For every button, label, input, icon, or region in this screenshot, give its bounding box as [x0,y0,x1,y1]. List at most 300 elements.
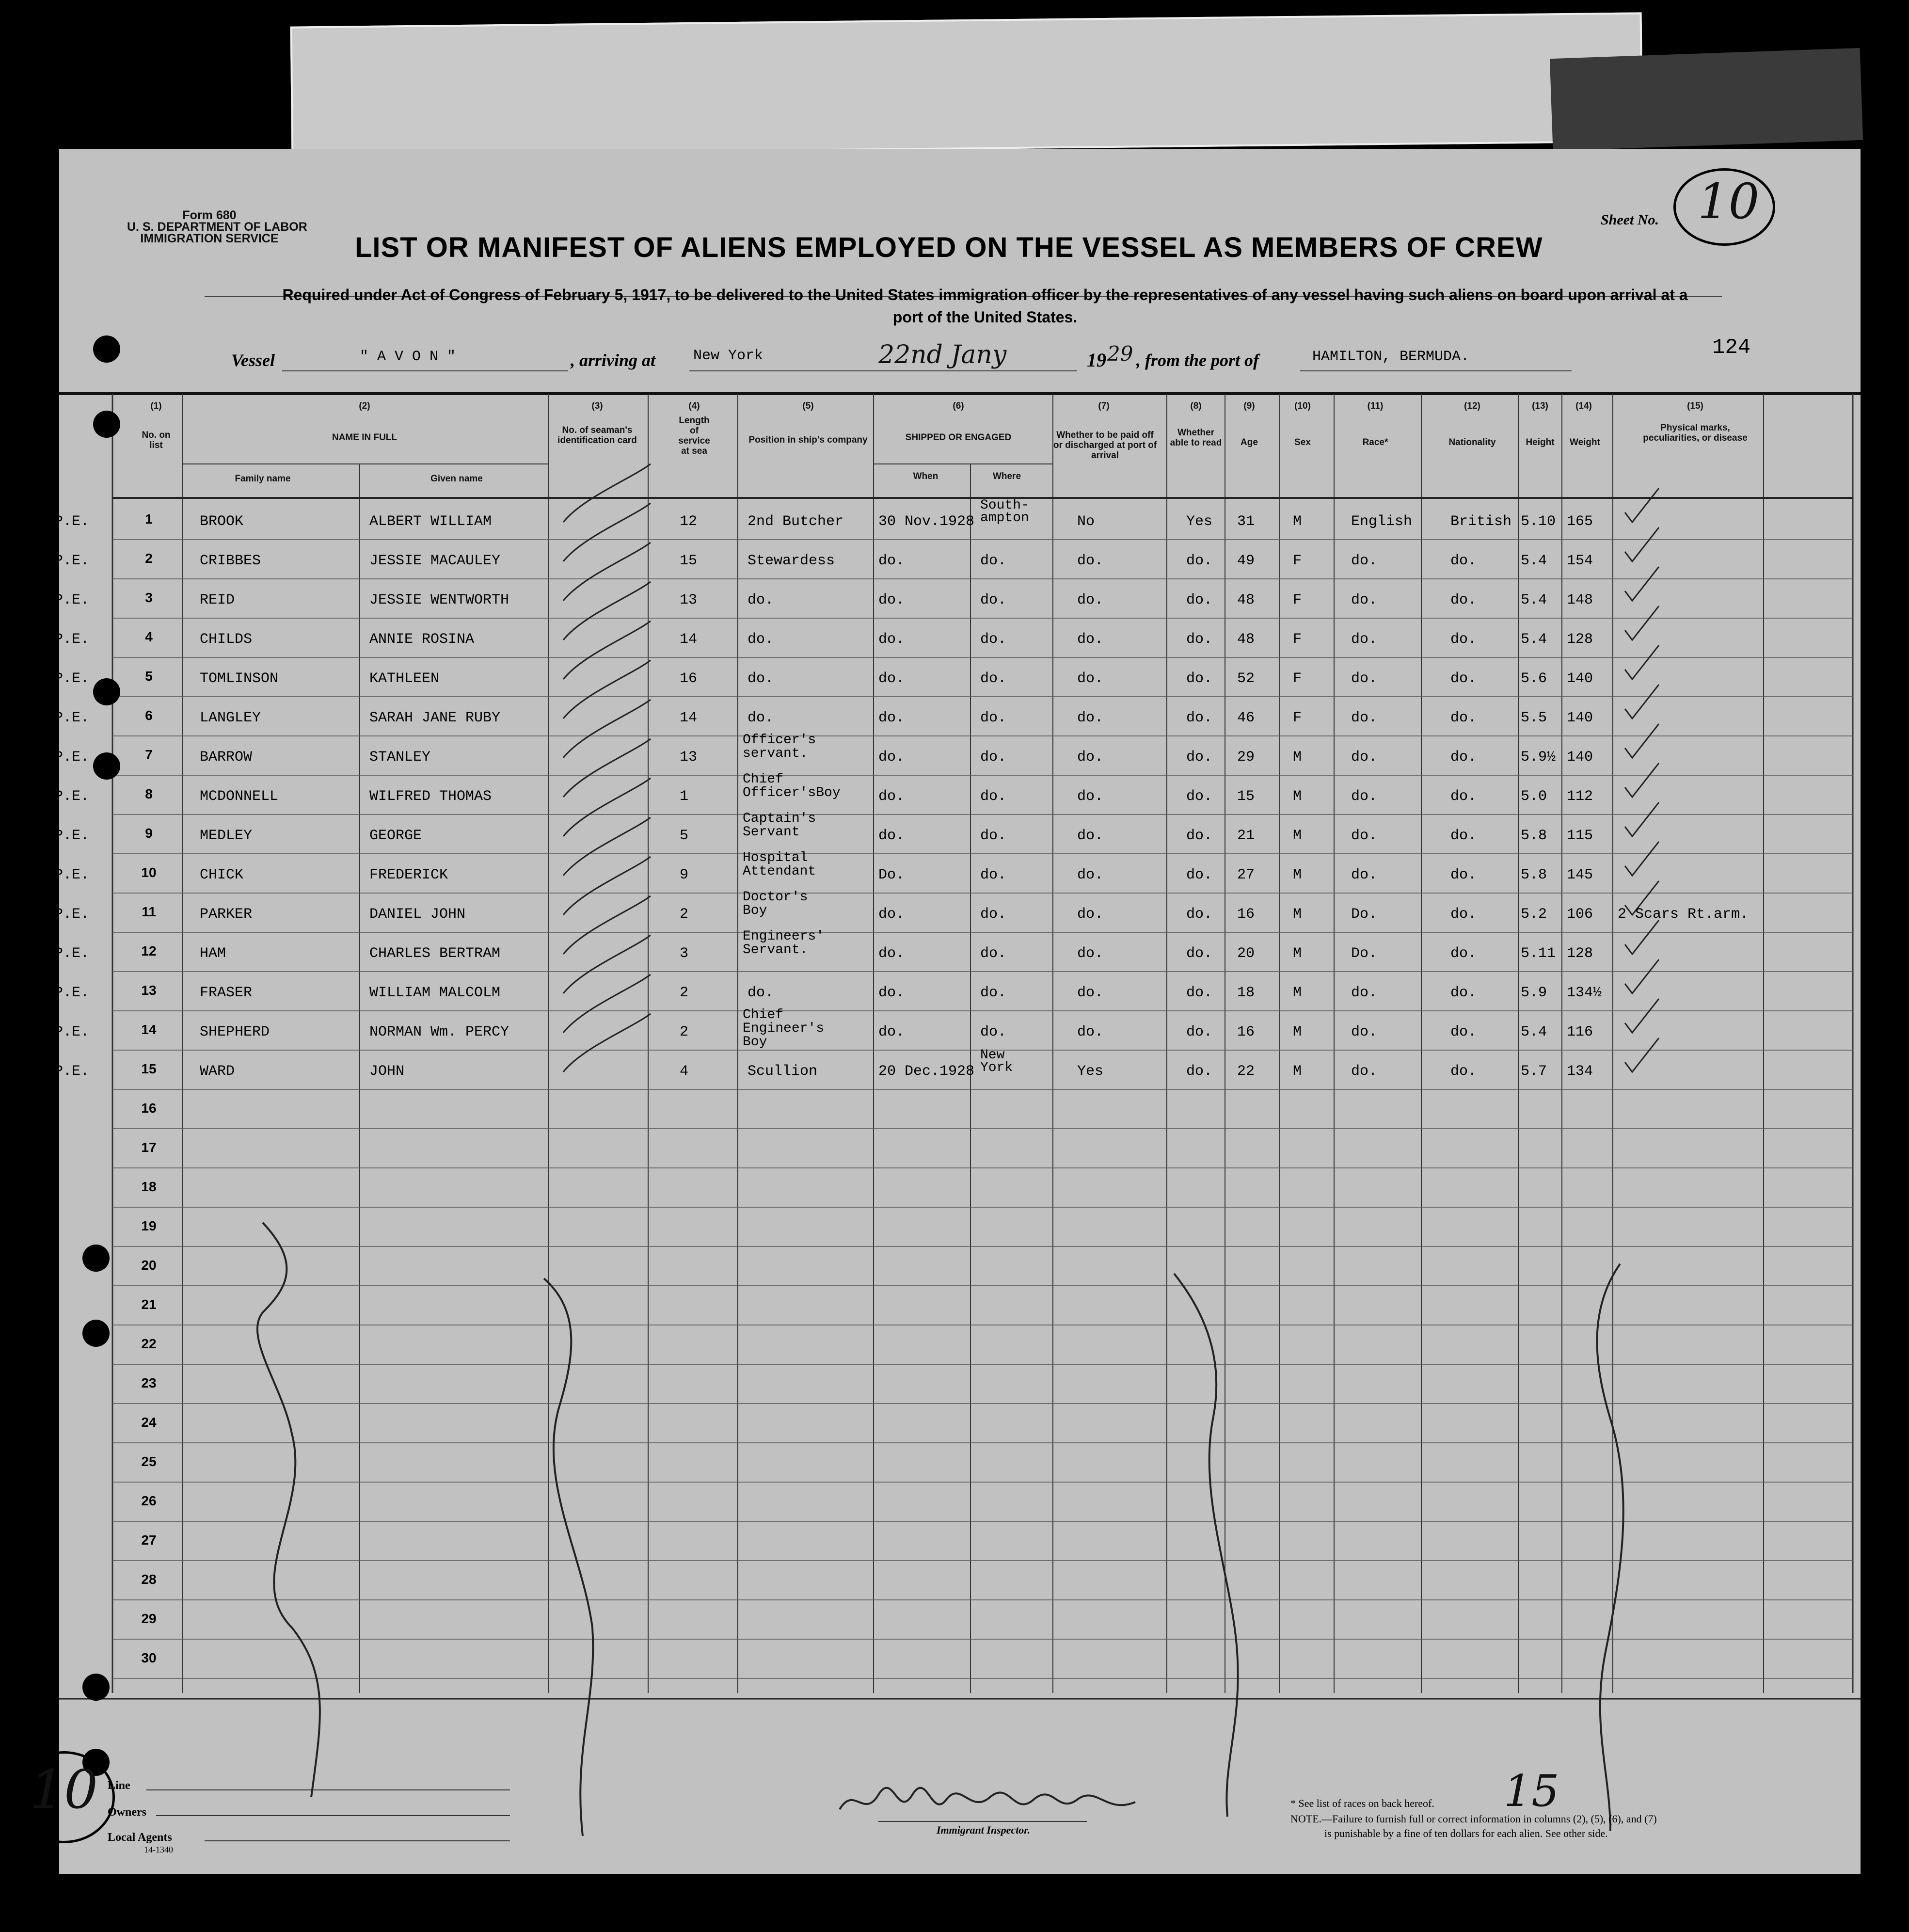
row-tag: P.E. [54,749,90,766]
weight: 134½ [1567,985,1602,1001]
shipped-when: do. [878,828,905,844]
signature-scribble [835,1775,1145,1824]
able-to-read: Yes [1186,513,1213,530]
check-mark-col15 [1625,802,1659,836]
row-number: 11 [142,904,156,919]
row-tag: P.E. [54,1063,90,1080]
paid-off: do. [1077,1024,1104,1040]
given-name: NORMAN Wm. PERCY [369,1024,509,1040]
able-to-read: do. [1186,945,1213,962]
family-name: CHILDS [200,631,253,648]
row-tag: P.E. [54,671,90,687]
squiggle-marks-col [1597,1264,1623,1831]
row-number: 12 [141,943,157,958]
given-name: GEORGE [369,828,422,844]
sheet-label: Sheet No. [1601,212,1659,228]
service-length: 14 [680,631,698,648]
sex: M [1293,513,1302,530]
shipped-when: do. [878,788,905,805]
hand-number-15: 15 [1504,1766,1559,1817]
row-tag: P.E. [54,553,90,569]
paid-off: No [1077,513,1095,530]
punch-hole [93,335,120,363]
shipped-when: do. [878,592,905,608]
given-name: JOHN [369,1063,405,1080]
family-name: BARROW [200,749,253,766]
squiggle-id-col [544,1278,593,1836]
row-number: 19 [141,1218,157,1233]
service-length: 5 [680,828,689,844]
col2-header: NAME IN FULL [332,432,398,443]
position-line-2: Servant [743,825,800,840]
row-number: 14 [141,1022,157,1037]
height: 5.4 [1521,553,1547,569]
shipped-where-line-2: York [980,1060,1013,1075]
family-name: MEDLEY [200,828,253,844]
shipped-where: South- [980,498,1029,513]
position: Engineers' [743,929,825,944]
race: do. [1351,985,1378,1001]
row-number: 29 [141,1611,157,1626]
punch-hole [93,678,120,705]
paid-off: do. [1077,631,1104,648]
height: 5.2 [1521,906,1547,923]
position: Hospital [743,850,808,865]
position-line-2: Attendant [743,864,816,879]
height: 5.5 [1521,710,1547,726]
given-name: CHARLES BERTRAM [369,945,501,962]
nationality: British [1450,513,1512,530]
age: 48 [1237,631,1255,648]
service-length: 2 [680,906,689,923]
service-length: 9 [680,867,689,883]
check-mark-col15 [1625,567,1659,601]
race: do. [1351,671,1378,687]
shipped-when: do. [878,631,905,648]
row-number: 27 [141,1533,157,1548]
check-mark-col15 [1625,763,1659,797]
weight: 140 [1567,749,1593,766]
age: 18 [1237,985,1255,1001]
squiggle-name-col [257,1223,320,1797]
race: Do. [1351,906,1378,923]
check-mark-col15 [1625,645,1659,679]
manifest-page [30,149,1861,1874]
sex: M [1293,749,1302,766]
sheet-number-circle [1673,168,1775,246]
age: 49 [1237,553,1255,569]
age: 22 [1237,1063,1255,1080]
nationality: do. [1450,788,1477,805]
height: 5.9½ [1521,749,1556,766]
shipped-when: do. [878,553,905,569]
vessel-name: " A V O N " [360,349,456,365]
able-to-read: do. [1186,906,1213,923]
given-name: STANLEY [369,749,431,766]
row-tag: P.E. [54,985,90,1001]
shipped-when: do. [878,749,905,766]
year-suffix: 29 [1107,342,1133,366]
col10-number: (10) [1294,401,1311,411]
check-mark-col3 [563,700,651,758]
able-to-read: do. [1186,710,1213,726]
from-port: HAMILTON, BERMUDA. [1312,349,1470,365]
given-name: ANNIE ROSINA [369,631,475,648]
height: 5.8 [1521,867,1547,883]
col1-header: No. on list [142,430,171,450]
age: 21 [1237,828,1255,844]
year-prefix: 19 [1087,349,1106,371]
able-to-read: do. [1186,828,1213,844]
able-to-read: do. [1186,1063,1213,1080]
row-number: 24 [141,1415,157,1430]
given-name: ALBERT WILLIAM [369,513,492,530]
weight: 106 [1567,906,1593,923]
family-name: PARKER [200,906,253,923]
check-mark-col3 [563,582,651,640]
weight: 128 [1567,631,1593,648]
punch-hole [93,411,120,438]
col7-number: (7) [1098,401,1110,411]
race: do. [1351,592,1378,608]
sex: M [1293,788,1302,805]
col5-number: (5) [802,401,814,411]
shipped-where: do. [980,592,1007,608]
col13-number: (13) [1532,401,1548,411]
height: 5.6 [1521,671,1547,687]
check-mark-col3 [563,778,651,836]
physical-marks: 2 Scars Rt.arm. [1618,906,1749,923]
nationality: do. [1450,553,1477,569]
check-mark-col3 [563,543,651,601]
service-length: 2 [680,985,689,1001]
col15-number: (15) [1687,401,1703,411]
weight: 145 [1567,867,1593,883]
sex: M [1293,867,1302,883]
row-number: 7 [145,747,153,762]
subtitle-line-1: Required under Act of Congress of February 5, 1917, to be delivered to the United States immigration officer by the representatives of any vessel having such aliens on board upon arrival at a [282,286,1688,303]
paid-off: do. [1077,867,1104,883]
check-mark-col15 [1625,1038,1659,1072]
nationality: do. [1450,985,1477,1001]
inspector-label: Immigrant Inspector. [937,1824,1031,1836]
height: 5.7 [1521,1063,1547,1080]
position: Chief [743,1007,784,1022]
check-mark-col3 [563,1014,651,1072]
punch-hole [82,1320,110,1347]
family-name: MCDONNELL [200,788,279,805]
nationality: do. [1450,592,1477,608]
check-mark-col3 [563,817,651,876]
arrival-date: 22nd Jany [878,340,1007,369]
family-name: SHEPHERD [200,1024,270,1040]
service-length: 1 [680,788,689,805]
shipped-where-line-2: ampton [980,511,1029,526]
sheet-number: 10 [1698,173,1760,230]
col1-number: (1) [150,401,162,411]
position: Scullion [748,1063,818,1080]
weight: 116 [1567,1024,1593,1040]
check-mark-col3 [563,660,651,719]
position: Doctor's [743,890,808,905]
row-tag: P.E. [54,906,90,923]
weight: 148 [1567,592,1593,608]
corner-number-circle [13,1751,115,1843]
row-number: 21 [141,1297,157,1312]
position: 2nd Butcher [748,513,844,530]
paid-off: do. [1077,592,1104,608]
age: 20 [1237,945,1255,962]
shipped-where: do. [980,749,1007,766]
vessel-label: Vessel [231,351,275,370]
able-to-read: do. [1186,788,1213,805]
shipped-when: 20 Dec.1928 [878,1063,975,1080]
form-number: Form 680 [182,208,237,222]
page-number: 124 [1712,335,1751,360]
col2-number: (2) [359,401,370,411]
shipped-when: 30 Nov.1928 [878,513,975,530]
row-number: 6 [145,708,153,723]
row-number: 10 [141,865,157,880]
row-number: 9 [145,826,153,841]
check-mark-col3 [563,974,651,1033]
row-number: 5 [145,669,153,684]
check-mark-col15 [1625,488,1659,522]
family-name: LANGLEY [200,710,261,726]
row-tag: P.E. [54,867,90,883]
row-number: 30 [141,1650,157,1665]
subtitle-line-2: port of the United States. [892,308,1078,326]
weight: 115 [1567,828,1593,844]
race: do. [1351,631,1378,648]
shipped-where: do. [980,788,1007,805]
row-number: 8 [145,786,153,801]
position: Chief [743,772,784,787]
age: 29 [1237,749,1255,766]
given-name: SARAH JANE RUBY [369,710,501,726]
nationality: do. [1450,906,1477,923]
paid-off: do. [1077,671,1104,687]
age: 15 [1237,788,1255,805]
height: 5.4 [1521,592,1547,608]
position: do. [748,671,774,687]
nationality: do. [1450,631,1477,648]
height: 5.9 [1521,985,1547,1001]
col10-header: Sex [1294,437,1311,447]
able-to-read: do. [1186,985,1213,1001]
row-tag: P.E. [54,710,90,726]
paid-off: do. [1077,788,1104,805]
row-number: 23 [141,1375,157,1390]
line-label: Line [108,1779,130,1792]
form-department: U. S. DEPARTMENT OF LABOR [127,220,307,234]
shipped-when: do. [878,1024,905,1040]
position-line-2: Servant. [743,942,808,958]
age: 16 [1237,1024,1255,1040]
shipped-where: do. [980,710,1007,726]
arriving-label: , arriving at [571,351,656,370]
shipped-where: New [980,1048,1005,1063]
service-length: 16 [680,671,698,687]
service-length: 13 [680,592,698,608]
shipped-when: do. [878,985,905,1001]
col3-number: (3) [591,401,603,411]
sex: F [1293,710,1302,726]
col8-header: Whether able to read [1170,428,1222,448]
race: do. [1351,1063,1378,1080]
penalty-note-1: NOTE.—Failure to furnish full or correct information in columns (2), (5), (6), and (7) [1290,1813,1657,1825]
sex: M [1293,985,1302,1001]
family-name: FRASER [200,985,253,1001]
row-tag: P.E. [54,945,90,962]
check-mark-col15 [1625,606,1659,640]
race: do. [1351,749,1378,766]
row-number: 25 [141,1454,157,1469]
row-number: 15 [141,1061,157,1076]
punch-hole [82,1245,110,1272]
row-number: 17 [141,1140,157,1155]
col9-header: Age [1241,437,1258,447]
check-mark-col15 [1625,724,1659,758]
age: 16 [1237,906,1255,923]
family-name: WARD [200,1063,235,1080]
check-mark-col3 [563,464,651,522]
service-length: 14 [680,710,698,726]
race: do. [1351,710,1378,726]
check-mark-col3 [563,896,651,954]
height: 5.8 [1521,828,1547,844]
check-mark-col3 [563,857,651,915]
height: 5.11 [1521,945,1556,962]
row-tag: P.E. [54,513,90,530]
paid-off: do. [1077,828,1104,844]
race: do. [1351,828,1378,844]
service-length: 4 [680,1063,689,1080]
row-number: 16 [141,1101,157,1116]
row-number: 3 [145,590,153,605]
row-number: 26 [141,1493,157,1508]
col9-number: (9) [1243,401,1255,411]
check-mark-col15 [1625,959,1659,993]
col6-header: SHIPPED OR ENGAGED [905,432,1012,443]
punch-hole [93,752,120,780]
arriving-port: New York [693,348,764,364]
age: 46 [1237,710,1255,726]
col11-header: Race* [1362,437,1388,447]
able-to-read: do. [1186,749,1213,766]
background-sheet [290,12,1643,156]
weight: 154 [1567,553,1593,569]
given-name: DANIEL JOHN [369,906,466,923]
position: Officer's [743,733,816,748]
shipped-when: do. [878,906,905,923]
col13-header: Height [1526,437,1555,447]
sex: M [1293,828,1302,844]
position-line-2: servant. [743,746,808,761]
able-to-read: do. [1186,867,1213,883]
col6-number: (6) [953,401,964,411]
paid-off: do. [1077,553,1104,569]
races-note: * See list of races on back hereof. [1290,1797,1434,1809]
height: 5.4 [1521,1024,1547,1040]
service-length: 13 [680,749,698,766]
check-mark-col3 [563,503,651,561]
paid-off: do. [1077,906,1104,923]
race: do. [1351,1024,1378,1040]
sex: F [1293,553,1302,569]
row-number: 22 [141,1336,157,1351]
row-tag: P.E. [54,592,90,608]
family-name: REID [200,592,235,608]
background-sheet-dark [1550,48,1863,151]
row-tag: P.E. [54,788,90,805]
row-tag: P.E. [54,828,90,844]
check-mark-col15 [1625,527,1659,561]
row-number: 4 [145,629,153,644]
check-mark-col15 [1625,999,1659,1033]
row-number: 1 [145,511,153,527]
race: do. [1351,788,1378,805]
weight: 140 [1567,710,1593,726]
age: 27 [1237,867,1255,883]
col3-header: No. of seaman's identification card [557,425,637,446]
row-number: 28 [141,1572,157,1587]
service-length: 2 [680,1024,689,1040]
position: Stewardess [748,553,835,569]
form-identifier [127,208,307,245]
nationality: do. [1450,671,1477,687]
col11-number: (11) [1367,401,1384,411]
shipped-when: do. [878,710,905,726]
shipped-when: Do. [878,867,905,883]
sex: F [1293,671,1302,687]
race: do. [1351,553,1378,569]
family-name: CHICK [200,867,244,883]
family-name: HAM [200,945,226,962]
col6-where-header: Where [992,471,1021,481]
able-to-read: do. [1186,671,1213,687]
check-mark-col3 [563,621,651,679]
sex: M [1293,906,1302,923]
able-to-read: do. [1186,1024,1213,1040]
corner-number: 10 [30,1758,98,1820]
col2-given-header: Given name [430,474,483,484]
position: do. [748,631,774,648]
penalty-note-2: is punishable by a fine of ten dollars for each alien. See other side. [1324,1827,1608,1839]
weight: 165 [1567,513,1593,530]
form-service: IMMIGRATION SERVICE [140,232,279,245]
paid-off: do. [1077,710,1104,726]
age: 52 [1237,671,1255,687]
able-to-read: do. [1186,592,1213,608]
nationality: do. [1450,749,1477,766]
given-name: KATHLEEN [369,671,440,687]
position-line-2: Engineer's [743,1021,825,1036]
able-to-read: do. [1186,553,1213,569]
race: English [1351,513,1413,530]
nationality: do. [1450,867,1477,883]
col4-number: (4) [688,401,700,411]
shipped-where: do. [980,945,1007,962]
shipped-where: do. [980,906,1007,923]
col15-header: Physical marks, peculiarities, or disease [1643,423,1748,443]
shipped-where: do. [980,867,1007,883]
position: do. [748,710,774,726]
family-name: BROOK [200,513,244,530]
shipped-where: do. [980,631,1007,648]
col6-when-header: When [913,471,939,481]
age: 48 [1237,592,1255,608]
